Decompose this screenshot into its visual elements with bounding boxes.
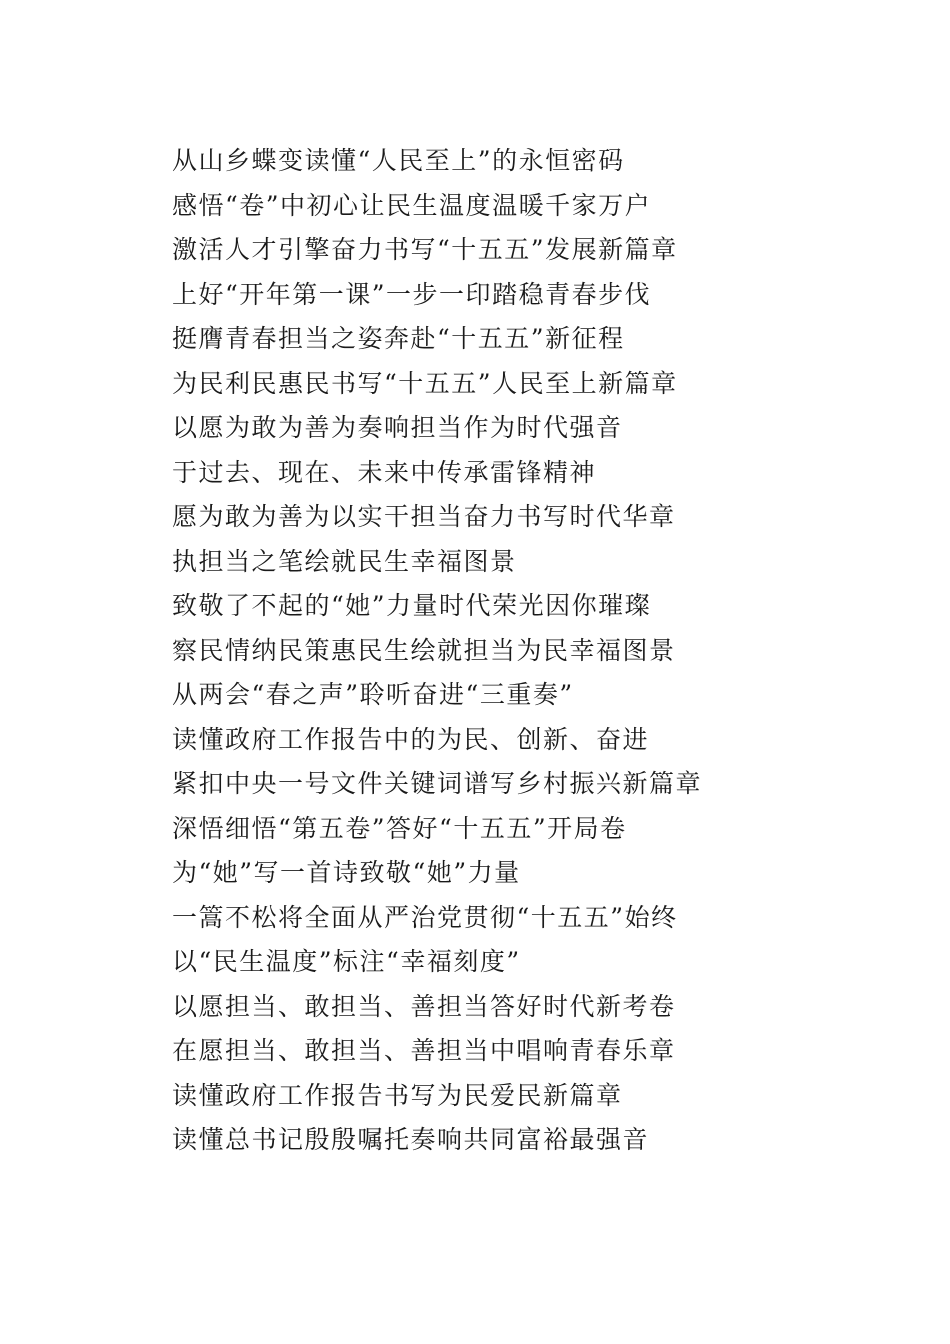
- title-line-4: 上好“开年第一课”一步一印踏稳青春步伐: [172, 279, 652, 309]
- title-line-17: 为“她”写一首诗致敬“她”力量: [172, 858, 521, 887]
- title-line-12: 察民情纳民策惠民生绘就担当为民幸福图景: [172, 635, 676, 665]
- title-line-15: 紧扣中央一号文件关键词谱写乡村振兴新篇章: [172, 769, 703, 798]
- title-line-5: 挺膺青春担当之姿奔赴“十五五”新征程: [172, 324, 625, 353]
- title-line-22: 读懂政府工作报告书写为民爱民新篇章: [172, 1080, 623, 1110]
- title-line-20: 以愿担当、敢担当、善担当答好时代新考卷: [172, 991, 676, 1021]
- title-line-23: 读懂总书记殷殷嘱托奏响共同富裕最强音: [172, 1125, 650, 1154]
- title-line-2: 感悟“卷”中初心让民生温度温暖千家万户: [172, 190, 652, 220]
- title-line-11: 致敬了不起的“她”力量时代荣光因你璀璨: [172, 591, 652, 620]
- title-line-18: 一篙不松将全面从严治党贯彻“十五五”始终: [172, 902, 678, 932]
- title-line-8: 于过去、现在、未来中传承雷锋精神: [172, 457, 597, 487]
- title-line-3: 激活人才引擎奋力书写“十五五”发展新篇章: [172, 235, 678, 264]
- title-line-7: 以愿为敢为善为奏响担当作为时代强音: [172, 413, 623, 442]
- title-line-19: 以“民生温度”标注“幸福刻度”: [172, 947, 521, 976]
- title-line-10: 执担当之笔绘就民生幸福图景: [172, 546, 517, 576]
- title-line-6: 为民利民惠民书写“十五五”人民至上新篇章: [172, 368, 678, 398]
- title-line-13: 从两会“春之声”聆听奋进“三重奏”: [172, 680, 574, 709]
- title-line-16: 深悟细悟“第五卷”答好“十五五”开局卷: [172, 813, 627, 843]
- title-line-1: 从山乡蝶变读懂“人民至上”的永恒密码: [172, 146, 625, 175]
- title-list: [172, 139, 702, 1163]
- title-line-21: 在愿担当、敢担当、善担当中唱响青春乐章: [172, 1036, 676, 1065]
- title-line-9: 愿为敢为善为以实干担当奋力书写时代华章: [172, 502, 676, 531]
- title-line-14: 读懂政府工作报告中的为民、创新、奋进: [172, 724, 650, 754]
